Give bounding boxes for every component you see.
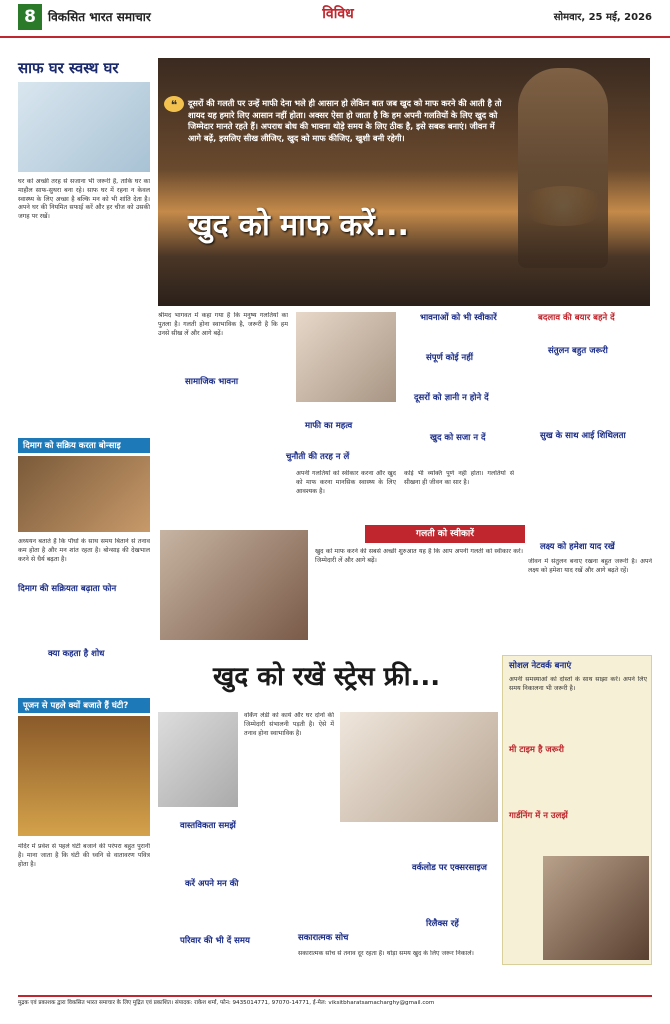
right-body: कोई भी व्यक्ति पूर्ण नहीं होता। गलतियों से सीखना ही जीवन का सार है। bbox=[404, 470, 514, 486]
mind-subheading: करें अपने मन की bbox=[185, 879, 239, 889]
no-punishment-subheading: खुद को सजा न दें bbox=[430, 433, 486, 443]
bonsai-heading: दिमाग को सक्रिय करता बोन्साइ bbox=[18, 438, 150, 453]
bonsai-body: अध्ययन बताते हैं कि पौधों के साथ समय बिताने से तनाव कम होता है और मन शांत रहता है। बोन्साइ की देखभाल करने से धैर्य बढ़ता है। bbox=[18, 538, 150, 563]
change-subheading: बदलाव की बयार बहने दें bbox=[538, 313, 615, 323]
others-subheading: दूसरों को ज्ञानी न होने दें bbox=[414, 393, 489, 403]
reality-subheading: वास्तविकता समझें bbox=[180, 821, 236, 831]
paper-name: विकसित भारत समाचार bbox=[48, 10, 151, 24]
couple-photo bbox=[160, 530, 308, 640]
goal-subheading: लक्ष्य को हमेशा याद रखें bbox=[540, 542, 615, 552]
relax-subheading: रिलैक्स रहें bbox=[426, 919, 459, 929]
page-number: 8 bbox=[18, 4, 42, 30]
forgive-body-1: श्रीमद भागवत में कहा गया है कि मनुष्य गलतियों का पुतला है। गलती होना स्वाभाविक है, जरूरी है कि हम उनसे सीख लें और आगे बढ़ें। bbox=[158, 312, 288, 337]
balance-subheading: संतुलन बहुत जरूरी bbox=[548, 346, 608, 356]
family-subheading: परिवार की भी दें समय bbox=[180, 936, 250, 946]
exercise-subheading: वर्कलोड पर एक्सरसाइज bbox=[412, 863, 487, 873]
sidebar-body: अपनी समस्याओं को दोस्तों के साथ साझा करें। अपने लिए समय निकालना भी जरूरी है। bbox=[509, 676, 647, 692]
social-subheading: सामाजिक भावना bbox=[185, 377, 239, 387]
accept-mistake-body: खुद को माफ करने की सबसे अच्छी शुरुआत यह है कि आप अपनी गलती को स्वीकार करें। जिम्मेदारी लें और आगे बढ़ें। bbox=[315, 548, 523, 564]
issue-date: सोमवार, 25 मई, 2026 bbox=[553, 12, 652, 23]
imprint-footer: मुद्रक एवं प्रकाशक द्वारा विकसित भारत समाचार के लिए मुद्रित एवं प्रकाशित। संपादक: राकेश शर्मा, फोन: 9435014771, 97070-14771, ई-मेल: viksitbharatsamacharghy@gmail.com bbox=[18, 995, 652, 1017]
laptop-woman-photo bbox=[158, 712, 238, 807]
challenge-subheading: चुनौती की तरह न लें bbox=[286, 452, 350, 462]
research-subheading: क्या कहता है शोध bbox=[48, 649, 105, 659]
section-title: विविध bbox=[322, 6, 354, 22]
hero-title: खुद को माफ करें... bbox=[188, 208, 409, 243]
stress-body-2: सकारात्मक सोच से तनाव दूर रहता है। थोड़ा समय खुद के लिए जरूर निकालें। bbox=[298, 950, 474, 957]
forgive-body-2: अपनी गलतियों को स्वीकार करना और खुद को माफ करना मानसिक स्वास्थ्य के लिए आवश्यक है। bbox=[296, 470, 396, 495]
stress-body-1: वर्किंग लेडी को कार्य और घर दोनों की जिम्मेदारी संभालनी पड़ती है। ऐसे में तनाव होना स्वाभाविक है। bbox=[244, 712, 334, 737]
comfort-subheading: सुख के साथ आई शिथिलता bbox=[540, 431, 626, 441]
quote-icon: ❝ bbox=[164, 96, 184, 112]
sidebar-box bbox=[502, 655, 652, 965]
gardening-heading: गार्डनिंग में न उलझें bbox=[509, 811, 568, 821]
positive-subheading: सकारात्मक सोच bbox=[298, 933, 349, 943]
desk-woman-photo bbox=[340, 712, 498, 822]
clean-home-body: घर को अच्छी तरह से सजाना भी जरूरी है, ताकि घर का माहौल साफ-सुथरा बना रहे। साफ घर में रहना न केवल स्वास्थ्य के लिए अच्छा है बल्कि मन को भी शांति देता है। अपने घर की नियमित सफाई करें और हर चीज को उसकी जगह पर रखें। bbox=[18, 178, 150, 221]
importance-subheading: माफी का महत्व bbox=[305, 421, 353, 431]
me-time-heading: मी टाइम है जरूरी bbox=[509, 745, 565, 755]
phone-subheading: दिमाग की सक्रियता बढ़ाता फोन bbox=[18, 584, 117, 594]
nobody-perfect-subheading: संपूर्ण कोई नहीं bbox=[426, 353, 473, 363]
social-network-heading: सोशल नेटवर्क बनाएं bbox=[509, 661, 572, 671]
bell-body: मंदिर में प्रवेश से पहले घंटी बजाने की परंपरा बहुत पुरानी है। माना जाता है कि घंटी की ध्वनि से वातावरण पवित्र होता है। bbox=[18, 843, 150, 868]
hero-image bbox=[158, 58, 650, 306]
group-photo bbox=[18, 456, 150, 532]
thinking-woman-photo bbox=[296, 312, 396, 402]
stress-title: खुद को रखें स्ट्रेस फ्री... bbox=[213, 662, 441, 692]
hero-quote: दूसरों की गलती पर उन्हें माफी देना भले ही आसान हो लेकिन बात जब खुद को माफ करने की आती है तो शायद यह हमारे लिए आसान नहीं होता। अक्सर ऐसा हो जाता है कि हम अपनी गलतियों के लिए खुद को जिम्मेदार मानते रहते हैं। अपराध बोध की भावना थोड़े समय के लिए ठीक है, इसे सबक बनाएं। जीवन में आगे बढ़ें, इसलिए सीख लीजिए, खुद को माफ कीजिए, खुशी बनी रहेगी। bbox=[188, 98, 502, 143]
clean-home-title: साफ घर स्वस्थ घर bbox=[18, 59, 119, 77]
left-column bbox=[18, 58, 150, 958]
family-photo bbox=[18, 82, 150, 172]
temple-bell-photo bbox=[18, 716, 150, 836]
masthead bbox=[0, 0, 670, 38]
far-right-body: जीवन में संतुलन बनाए रखना बहुत जरूरी है। अपने लक्ष्य को हमेशा याद रखें और आगे बढ़ते रहें। bbox=[528, 558, 652, 574]
accept-mistake-heading: गलती को स्वीकारें bbox=[365, 525, 525, 543]
bell-heading: पूजन से पहले क्यों बजाते हैं घंटी? bbox=[18, 698, 150, 713]
laptop-lady-photo bbox=[543, 856, 649, 960]
emotions-subheading: भावनाओं को भी स्वीकारें bbox=[420, 313, 497, 323]
